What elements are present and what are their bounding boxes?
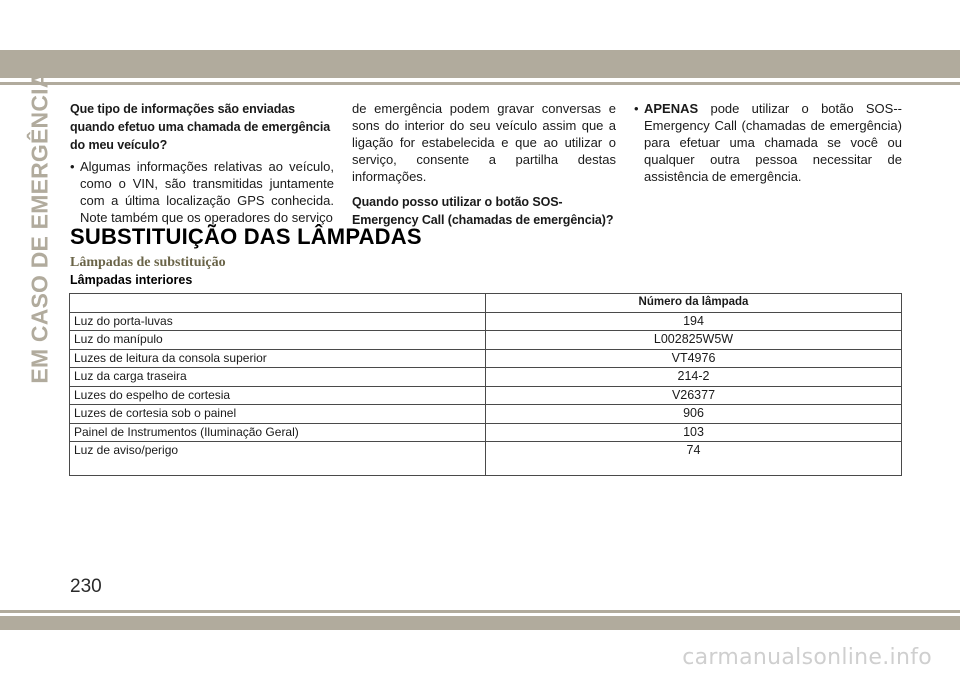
lamp-number: L002825W5W [486,331,902,350]
column-2 [352,100,616,229]
lamp-table [69,293,902,476]
bullet-item-apenas [634,100,902,185]
lamp-number: 194 [486,312,902,331]
lamp-number: VT4976 [486,349,902,368]
column-1 [70,100,334,226]
question-when-use-sos: Quando posso utilizar o botão SOS-Emergency Call (chamadas de emergência)? [352,195,614,227]
bullet-item-vin [70,158,334,226]
bullet-bold-lead: APENAS [644,101,699,116]
bullet-mark: • [70,159,75,174]
watermark-text: carmanualsonline.info [682,645,932,670]
bullet-text: Algumas informações relativas ao veículo, como o VIN, são transmitidas juntamente com a última localização GPS conhecida. Note também que os operadores do serviço [80,159,334,225]
lamp-name: Luz da carga traseira [70,368,486,387]
chapter-side-tab [22,70,58,384]
header-band [0,50,960,78]
table-row [70,349,902,368]
lamp-name: Luzes de cortesia sob o painel [70,405,486,424]
section-title: SUBSTITUIÇÃO DAS LÂMPADAS [70,224,422,249]
lamp-name: Luz do manípulo [70,331,486,350]
table-row [70,368,902,387]
table-header-row [70,294,902,313]
page-number: 230 [70,576,102,597]
table-row [70,331,902,350]
table-row [70,386,902,405]
lamp-number: 103 [486,423,902,442]
lamp-name: Luzes de leitura da consola superior [70,349,486,368]
header-rule [0,82,960,85]
chapter-side-tab-label: EM CASO DE EMERGÊNCIA [26,70,53,384]
lamp-number: V26377 [486,386,902,405]
lamp-number: 214-2 [486,368,902,387]
bullet-mark: • [634,101,639,116]
footer-band [0,616,960,630]
column-3 [634,100,902,185]
continuation-paragraph: de emergência podem gravar conversas e sons do interior do seu veículo assim que a ligação for estabelecida e que ao utilizar o serviço, consente a partilha destas informações. [352,101,616,184]
table-row [70,312,902,331]
sub-title: Lâmpadas de substituição [70,255,226,270]
table-row [70,405,902,424]
lamp-name: Luz do porta-luvas [70,312,486,331]
table-header-right: Número da lâmpada [486,294,902,313]
question-data-sent: Que tipo de informações são enviadas quando efetuo uma chamada de emergência do meu veículo? [70,102,331,152]
table-row [70,442,902,476]
lamp-number: 74 [486,442,902,476]
lamp-name: Luz de aviso/perigo [70,442,486,476]
lamp-name: Luzes do espelho de cortesia [70,386,486,405]
lamp-number: 906 [486,405,902,424]
footer-rule [0,610,960,613]
table-row [70,423,902,442]
table-header-left [70,294,486,313]
table-caption: Lâmpadas interiores [70,273,193,287]
lamp-name: Painel de Instrumentos (Iluminação Geral) [70,423,486,442]
bullet-text [644,100,902,185]
bullet-body: pode utilizar o botão SOS--Emergency Call (chamadas de emergência) para efetuar uma chamada se você ou qualquer outra pessoa necessitar de assistência de emergência. [644,101,902,184]
